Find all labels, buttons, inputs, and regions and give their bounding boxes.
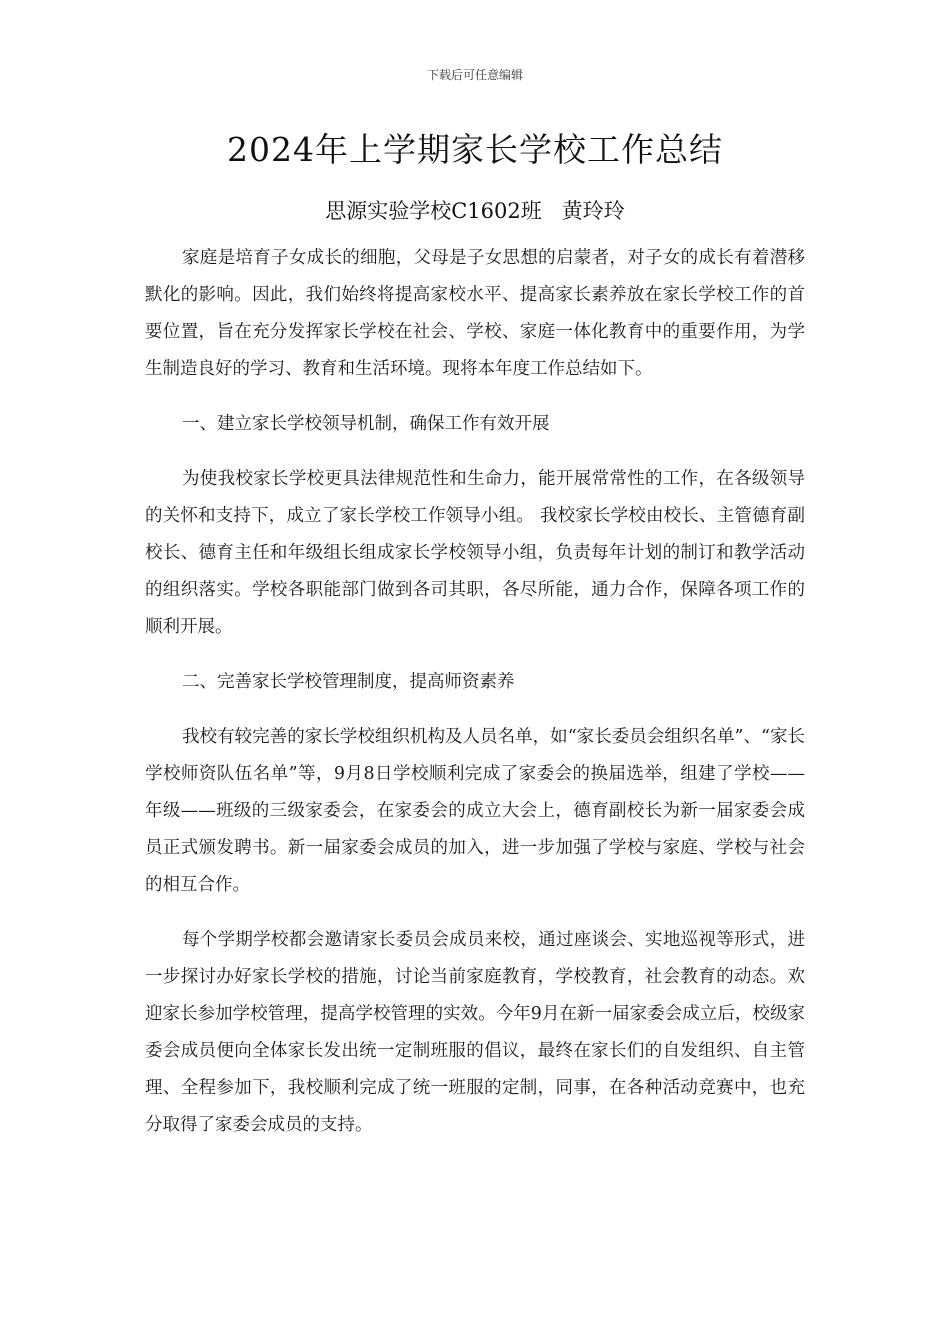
document-title: 2024年上学期家长学校工作总结 — [227, 130, 723, 169]
intro-paragraph: 家庭是培育子女成长的细胞，父母是子女思想的启蒙者，对子女的成长有着潜移默化的影响。因此，我们始终将提高家校水平、提高家长素养放在家长学校工作的首要位置，旨在充分发挥家长学校在社会、学校、家庭一体化教育中的重要作用，为学生制造良好的学习、教育和生活环境。现将本年度工作总结如下。 — [145, 248, 805, 379]
document-subtitle: 思源实验学校C1602班 黄玲玲 — [325, 199, 625, 223]
section-2-paragraph-1: 我校有较完善的家长学校组织机构及人员名单，如“家长委员会组织名单”、“家长学校师资队伍名单”等，9月8日学校顺利完成了家委会的换届选举，组建了学校——年级——班级的三级家委会，在家委会的成立大会上，德育副校长为新一届家委会成员正式颁发聘书。新一届家委会成员的加入，进一步加强了学校与家庭、学校与社会的相互合作。 — [145, 727, 805, 895]
section-heading-1: 一、建立家长学校领导机制，确保工作有效开展 — [182, 414, 550, 434]
section-heading-2: 二、完善家长学校管理制度，提高师资素养 — [182, 672, 515, 692]
header-note: 下载后可任意编辑 — [426, 68, 523, 82]
section-1-paragraph: 为使我校家长学校更具法律规范性和生命力，能开展常常性的工作，在各级领导的关怀和支持下，成立了家长学校工作领导小组。 我校家长学校由校长、主管德育副校长、德育主任和年级组长组成家长学校领导小组，负责每年计划的制订和教学活动的组织落实。学校各职能部门做到各司其职，各尽所能，通力合作，保障各项工作的顺利开展。 — [145, 469, 805, 637]
section-2-paragraph-2: 每个学期学校都会邀请家长委员会成员来校，通过座谈会、实地巡视等形式，进一步探讨办好家长学校的措施，讨论当前家庭教育，学校教育，社会教育的动态。欢迎家长参加学校管理，提高学校管理的实效。今年9月在新一届家委会成立后，校级家委会成员便向全体家长发出统一定制班服的倡议，最终在家长们的自发组织、自主管理、全程参加下，我校顺利完成了统一班服的定制，同事，在各种活动竞赛中，也充分取得了家委会成员的支持。 — [145, 930, 805, 1135]
document-body — [145, 240, 805, 1144]
